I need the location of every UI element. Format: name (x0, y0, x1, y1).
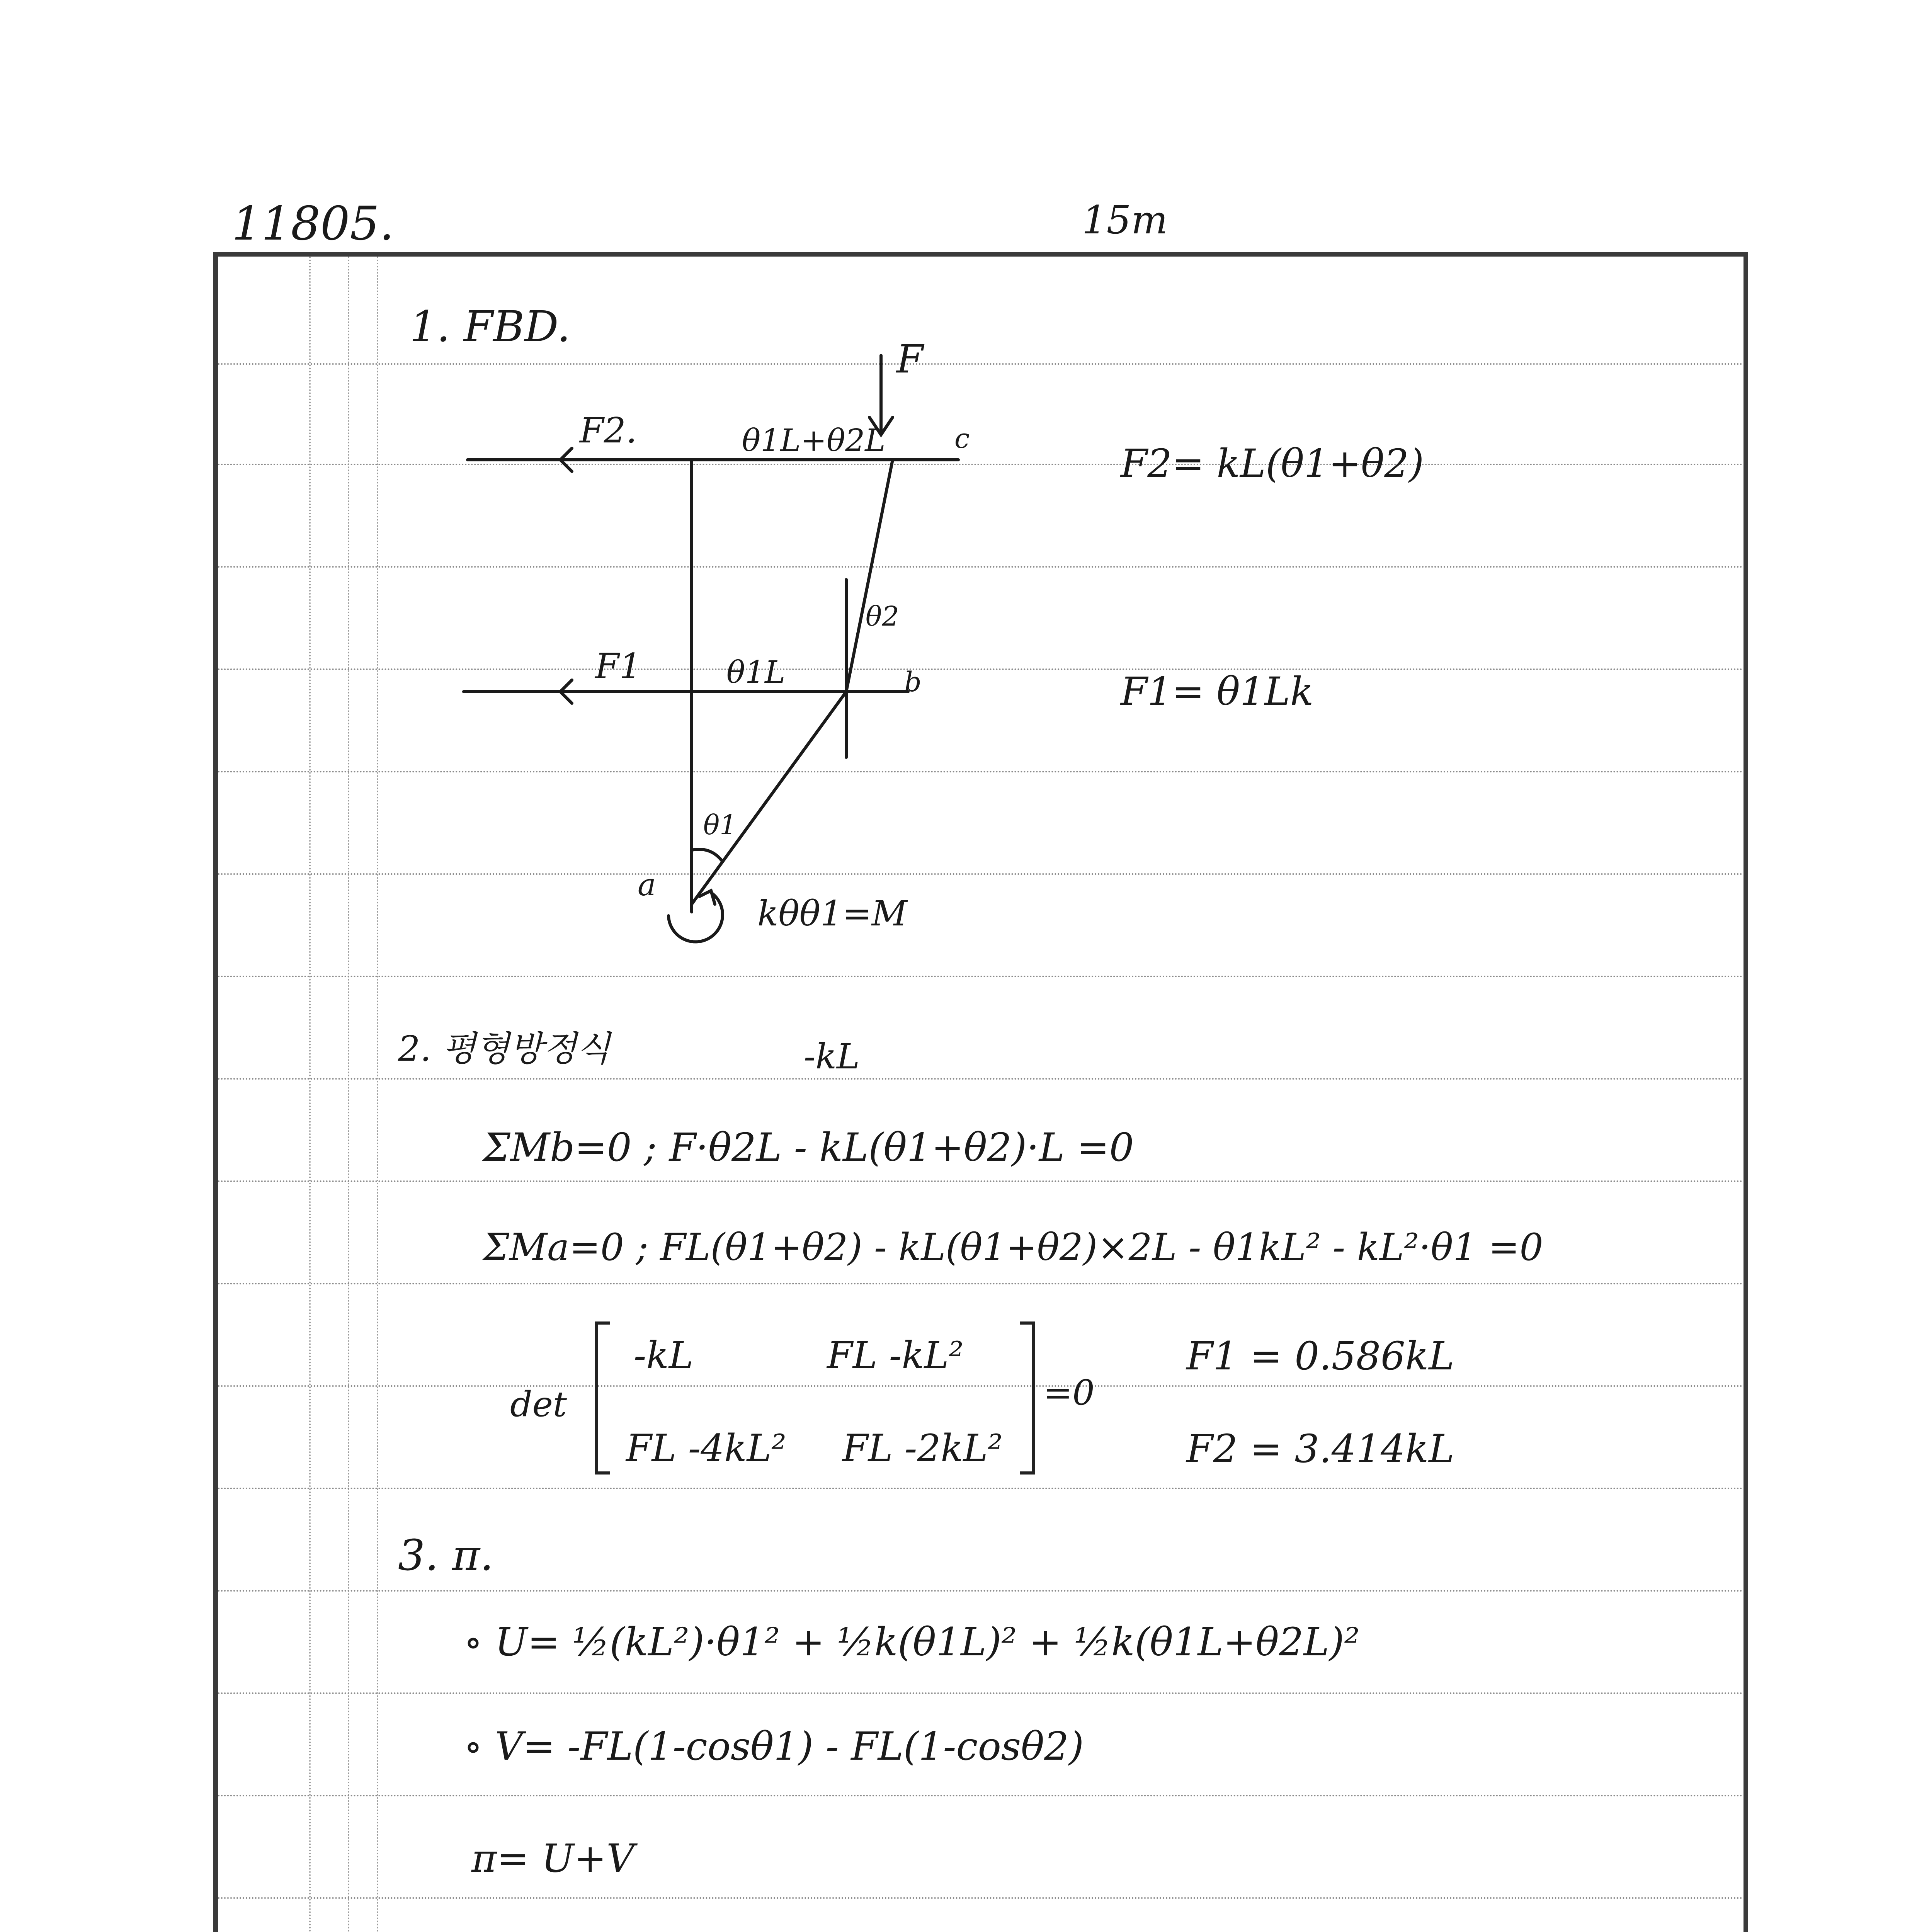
margin-line (377, 257, 378, 1932)
link-bc (846, 460, 893, 692)
strain-energy-equation: ∘ U= ½(kL²)·θ1² + ½k(θ1L)² + ½k(θ1L+θ2L)² (464, 1619, 1360, 1665)
matrix-right-bracket (1020, 1321, 1035, 1475)
potential-load-equation: ∘ V= -FL(1-cosθ1) - FL(1-cosθ2) (464, 1724, 1084, 1769)
matrix-2-m12: FL -kL² (827, 1334, 964, 1377)
link-ab (692, 692, 846, 904)
point-c-label: c (954, 423, 970, 454)
margin-line (309, 257, 311, 1932)
matrix-2-m11: -kL (634, 1334, 694, 1377)
det-label-2: det (510, 1384, 567, 1425)
ruled-line (218, 1795, 1744, 1796)
ruled-line (218, 1283, 1744, 1284)
ruled-line (218, 1078, 1744, 1080)
ruled-line (218, 1897, 1744, 1899)
matrix-2-m21: FL -4kL² (626, 1427, 786, 1470)
document-number: 11805. (232, 197, 394, 251)
page-mark: 15m (1082, 197, 1168, 243)
top-displacement-label: θ1L+θ2L (742, 422, 886, 458)
moment-b-equation: ΣMb=0 ; F·θ2L - kL(θ1+θ2)·L =0 (483, 1125, 1134, 1170)
section-3-title: 3. π. (398, 1531, 494, 1580)
result-f1: F1 = 0.586kL (1186, 1333, 1454, 1379)
matrix-left-bracket (595, 1321, 610, 1475)
point-a-label: a (638, 867, 656, 903)
result-f2: F2 = 3.414kL (1186, 1426, 1454, 1471)
section-1-title: 1. FBD. (410, 302, 571, 351)
ruled-line (218, 1488, 1744, 1489)
total-potential-equation: π= U+V (471, 1836, 634, 1881)
neg-kl-note: -kL (804, 1036, 860, 1077)
theta1-arc (692, 849, 723, 862)
f2-label: F2. (580, 410, 637, 451)
force-f-label: F (896, 337, 924, 382)
matrix-2-m22: FL -2kL² (842, 1427, 1003, 1470)
f2-equation: F2= kL(θ1+θ2) (1121, 441, 1424, 486)
theta2-label: θ2 (866, 600, 899, 632)
f1-label: F1 (595, 646, 641, 687)
ruled-line (218, 1692, 1744, 1694)
point-b-label: b (904, 666, 922, 698)
moment-label: kθθ1=M (757, 893, 907, 934)
margin-line (348, 257, 349, 1932)
det-zero-2: =0 (1043, 1372, 1095, 1413)
theta1-label: θ1 (703, 809, 737, 841)
moment-a-equation: ΣMa=0 ; FL(θ1+θ2) - kL(θ1+θ2)×2L - θ1kL² - kL²·θ1 =0 (483, 1226, 1543, 1269)
section-2-title: 2. 평형방정식 (398, 1029, 611, 1069)
ruled-line (218, 1180, 1744, 1182)
f1-equation: F1= θ1Lk (1121, 669, 1314, 714)
ruled-line (218, 1385, 1744, 1387)
ruled-line (218, 1590, 1744, 1592)
middle-displacement-label: θ1L (726, 654, 786, 690)
